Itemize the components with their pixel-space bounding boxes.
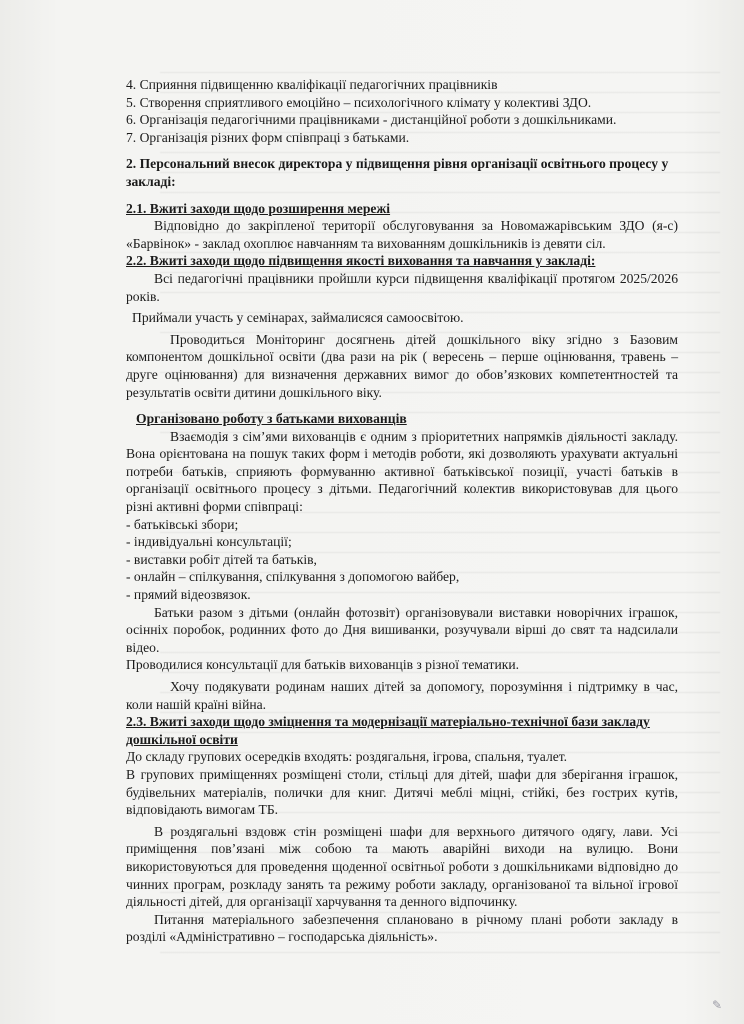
section-heading-2: 2. Персональний внесок директора у підвищення рівня організації освітнього процесу у закладі: <box>126 156 669 189</box>
section-heading-2-2: 2.2. Вжиті заходи щодо підвищення якості виховання та навчання у закладі: <box>126 253 596 269</box>
list-item: 6. Організація педагогічними працівниками - дистанційної роботи з дошкільниками. <box>126 112 617 128</box>
list-item: - онлайн – спілкування, спілкування з допомогою вайбер, <box>126 569 460 585</box>
section-heading-parents: Організовано роботу з батьками вихованців <box>136 411 407 427</box>
paragraph: В роздягальні вздовж стін розміщені шафи для верхнього дитячого одягу, лави. Усі приміщення пов’язані між собою та мають аварійні виходи на вулицю. Вони використовуються для проведення щоденної освітньої роботи з дошкільниками відповідно до чинних програм, розкладу занять та режиму роботи закладу, організованої та вільної ігрової діяльності дітей, для організації харчування та денного відпочинку. <box>126 823 678 910</box>
paragraph: Взаємодія з сім’ями вихованців є одним з пріоритетних напрямків діяльності закладу. Вона орієнтована на пошук таких форм і методів роботи, які дозволяють урахувати актуальні потреби батьків, сприяють формуванню активної батьківської позиції, участі батьків в організації освітнього процесу з дітьми. Педагогічний колектив використовував для цього різні активні форми співпраці: <box>126 428 678 515</box>
list-item: - індивідуальні консультації; <box>126 534 292 550</box>
list-item: - батьківські збори; <box>126 516 239 532</box>
list-item: - виставки робіт дітей та батьків, <box>126 551 317 567</box>
document-body <box>126 76 678 946</box>
paragraph: Всі педагогічні працівники пройшли курси підвищення кваліфікації протягом 2025/2026 років. <box>126 270 678 304</box>
scan-mark-icon: ✎ <box>712 998 723 1012</box>
list-item: 7. Організація різних форм співпраці з батьками. <box>126 129 410 145</box>
paragraph: В групових приміщеннях розміщені столи, стільці для дітей, шафи для зберігання іграшок, будівельних матеріалів, полички для книг. Дитячі меблі міцні, стійкі, без гострих кутів, відповідають вимогам ТБ. <box>126 766 678 818</box>
paragraph: Хочу подякувати родинам наших дітей за допомогу, порозуміння і підтримку в час, коли нашій країні війна. <box>126 679 678 712</box>
section-heading-2-3: 2.3. Вжиті заходи щодо зміцнення та модернізації матеріально-технічної бази закладу дошкільної освіти <box>126 714 650 747</box>
paragraph: Проводиться Моніторинг досягнень дітей дошкільного віку згідно з Базовим компонентом дошкільної освіти (два рази на рік ( вересень – перше оцінювання, травень – друге оцінювання) для визначення державних вимог до обов’язкових компетентностей та результатів освіти дитини дошкільного віку. <box>126 331 678 400</box>
section-heading-2-1: 2.1. Вжиті заходи щодо розширення мережі <box>126 200 391 216</box>
paragraph: Проводилися консультації для батьків вихованців з різної тематики. <box>126 657 520 673</box>
list-item: 4. Сприяння підвищенню кваліфікації педагогічних працівників <box>126 77 498 92</box>
list-item: 5. Створення сприятливого емоційно – психологічного клімату у колективі ЗДО. <box>126 94 592 110</box>
paragraph: Приймали участь у семінарах, займалисяся самоосвітою. <box>132 310 464 326</box>
paragraph: Питання матеріального забезпечення сплановано в річному плані роботи закладу в розділі «Адміністративно – господарська діяльність». <box>126 911 678 945</box>
paragraph: До складу групових осередків входять: роздягальня, ігрова, спальня, туалет. <box>126 749 568 765</box>
list-item: - прямий відеозвязок. <box>126 587 251 603</box>
paragraph: Батьки разом з дітьми (онлайн фотозвіт) організовували виставки новорічних іграшок, осінніх поробок, родинних фото до Дня вишиванки, розучували вірші до свят та надсилали відео. <box>126 604 678 655</box>
paragraph: Відповідно до закріпленої території обслуговування за Новомажарівським ЗДО (я-с) «Барвінок» - заклад охоплює навчанням та вихованням дошкільників із девяти сіл. <box>126 218 678 251</box>
